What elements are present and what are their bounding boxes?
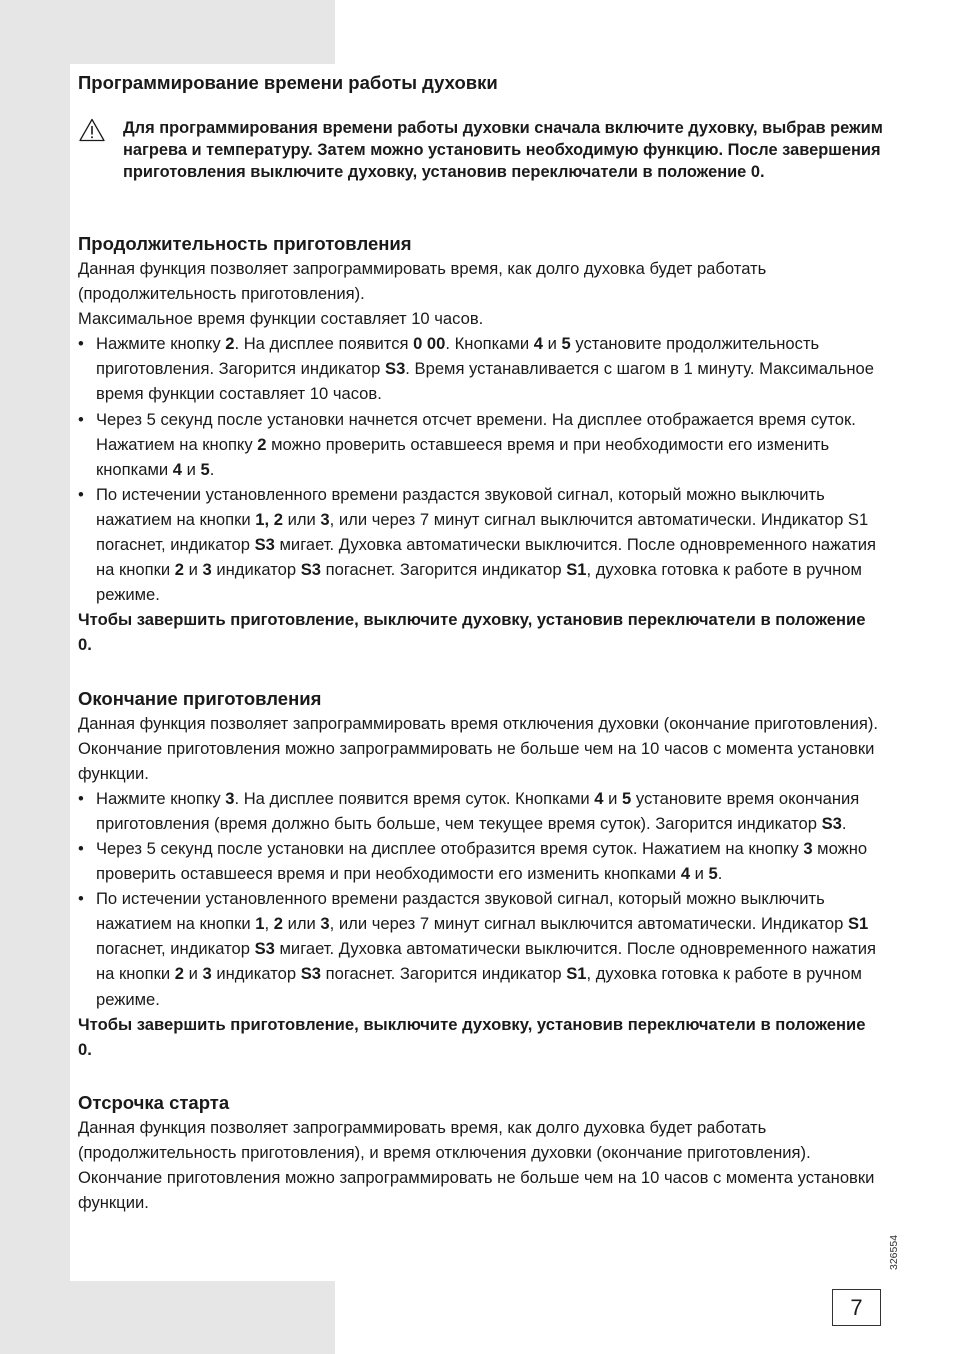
list-item: • Нажмите кнопку 2. На дисплее появится 0 00. Кнопками 4 и 5 установите продолжительность приготовления. Загорится индикатор S3. Время устанавливается с шагом в 1 минуту. Максимальное время функции составляет 10 часов. — [78, 331, 883, 406]
end-intro: Данная функция позволяет запрограммировать время отключения духовки (окончание приготовления). — [78, 713, 878, 733]
page-title: Программирование времени работы духовки — [78, 72, 498, 93]
end-conclusion: Чтобы завершить приготовление, выключите духовку, установив переключатели в положение 0. — [78, 1014, 866, 1059]
warning-text: Для программирования времени работы духовки сначала включите духовку, выбрав режим нагрева и температуру. Затем можно установить необходимую функцию. После завершения приготовления выключите духовку, установив переключатели в положение 0. — [123, 119, 883, 181]
section-delayed-start — [78, 1090, 883, 1215]
page-margin-band-left — [0, 0, 70, 1354]
list-item: • Нажмите кнопку 3. На дисплее появится время суток. Кнопками 4 и 5 установите время окончания приготовления (время должно быть больше, чем текущее время суток). Загорится индикатор S3. — [78, 786, 883, 836]
delay-limit: Окончание приготовления можно запрограммировать не больше чем на 10 часов с момента установки функции. — [78, 1168, 875, 1213]
section-heading-end-time: Окончание приготовления — [78, 687, 322, 709]
list-item: • По истечении установленного времени раздастся звуковой сигнал, который можно выключить нажатием на кнопки 1, 2 или 3, или через 7 минут сигнал выключится автоматически. Индикатор S1 погаснет, индикатор S3 мигает. Духовка автоматически выключится. После одновременного нажатия на кнопки 2 и 3 индикатор S3 погаснет. Загорится индикатор S1, духовка готовка к работе в ручном режиме. — [78, 886, 883, 1011]
page-number: 7 — [832, 1289, 881, 1326]
end-limit: Окончание приготовления можно запрограммировать не больше чем на 10 часов с момента установки функции. — [78, 738, 875, 783]
document-code: 326554 — [888, 1234, 900, 1270]
section-heading-delayed-start: Отсрочка старта — [78, 1091, 230, 1113]
end-steps — [78, 786, 883, 1012]
warning-note — [78, 117, 883, 217]
delay-intro: Данная функция позволяет запрограммировать время, как долго духовка будет работать (продолжительность приготовления), и время отключения духовки (окончание приготовления). — [78, 1117, 811, 1162]
list-item: • Через 5 секунд после установки на дисплее отобразится время суток. Нажатием на кнопку 3 можно проверить оставшееся время и при необходимости его изменить кнопками 4 и 5. — [78, 836, 883, 886]
section-end-time — [78, 686, 883, 1062]
section-duration — [78, 231, 883, 658]
section-heading-duration: Продолжительность приготовления — [78, 233, 412, 254]
list-item: • По истечении установленного времени раздастся звуковой сигнал, который можно выключить нажатием на кнопки 1, 2 или 3, или через 7 минут сигнал выключится автоматически. Индикатор S1 погаснет, индикатор S3 мигает. Духовка автоматически выключится. После одновременного нажатия на кнопки 2 и 3 индикатор S3 погаснет. Загорится индикатор S1, духовка готовка к работе в ручном режиме. — [78, 482, 883, 607]
list-item: • Через 5 секунд после установки начнется отсчет времени. На дисплее отображается время суток. Нажатием на кнопку 2 можно проверить оставшееся время и при необходимости его изменить кнопками 4 и 5. — [78, 407, 883, 482]
warning-triangle-icon — [79, 118, 105, 142]
duration-intro: Данная функция позволяет запрограммировать время, как долго духовка будет работать (продолжительность приготовления). — [78, 259, 767, 304]
page-content — [78, 70, 883, 1215]
duration-max: Максимальное время функции составляет 10 часов. — [78, 309, 484, 329]
page-margin-band-bottom — [0, 1281, 335, 1354]
duration-steps — [78, 331, 883, 607]
duration-conclusion: Чтобы завершить приготовление, выключите духовку, установив переключатели в положение 0. — [78, 610, 866, 655]
